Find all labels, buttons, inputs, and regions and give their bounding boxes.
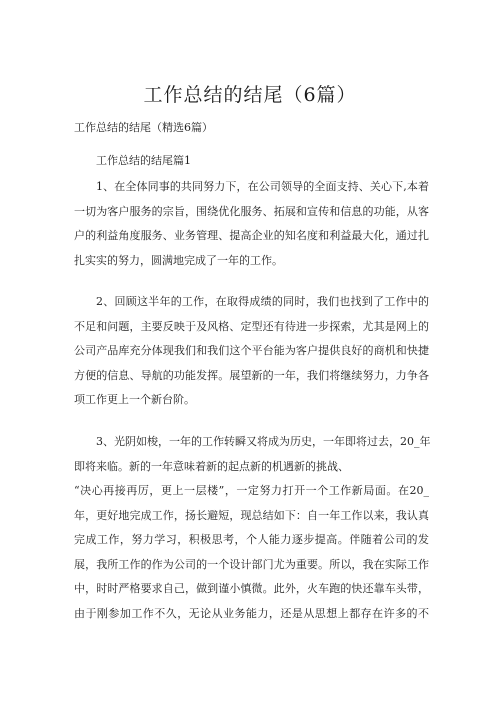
paragraph-3 (74, 430, 429, 626)
paragraph-2 (74, 290, 429, 413)
paragraph-line: 公司产品库充分体现我们和我们这个平台能为客户提供良好的商机和快捷 (74, 344, 429, 357)
paragraph-1 (74, 175, 429, 273)
paragraph-line: 一切为客户服务的宗旨，围绕优化服务、拓展和宣传和信息的功能，从客 (74, 204, 429, 218)
paragraph-line: 2、回顾这半年的工作，在取得成绩的同时，我们也找到了工作中的 (96, 295, 429, 308)
paragraph-line: 中，时时严格要求自己，做到谨小慎微。此外，火车跑的快还靠车头带， (74, 582, 429, 595)
paragraph-line: 完成工作，努力学习，积极思考，个人能力逐步提高。伴随着公司的发 (74, 533, 429, 546)
paragraph-line: 展，我所工作的作为公司的一个设计部门尤为重要。所以，我在实际工作 (74, 557, 429, 571)
paragraph-line: “决心再接再厉，更上一层楼”，一定努力打开一个工作新局面。在20_ (74, 484, 429, 497)
paragraph-line: 3、光阴如梭，一年的工作转瞬又将成为历史，一年即将过去，20_年 (96, 435, 431, 448)
paragraph-line: 项工作更上一个新台阶。 (74, 393, 195, 406)
paragraph-line: 方便的信息、导航的功能发挥。展望新的一年，我们将继续努力，力争各 (74, 368, 429, 382)
document-title: 工作总结的结尾（6篇） (143, 84, 357, 106)
paragraph-line: 年，更好地完成工作，扬长避短，现总结如下：自一年工作以来，我认真 (74, 508, 429, 522)
paragraph-line: 即将来临。新的一年意味着新的起点新的机遇新的挑战、 (74, 459, 349, 473)
paragraph-line: 户的利益角度服务、业务管理、提高企业的知名度和利益最大化，通过扎 (74, 229, 429, 242)
paragraph-line: 不足和问题，主要反映于及风格、定型还有待进一步探索，尤其是网上的 (74, 319, 429, 333)
paragraph-line: 由于刚参加工作不久，无论从业务能力，还是从思想上都存在许多的不 (74, 606, 429, 620)
paragraph-line: 1、在全体同事的共同努力下，在公司领导的全面支持、关心下,本着 (96, 180, 429, 193)
document-subtitle: 工作总结的结尾（精选6篇） (74, 121, 213, 134)
section-heading: 工作总结的结尾篇1 (96, 154, 191, 167)
paragraph-line: 扎实实的努力，圆满地完成了一年的工作。 (74, 253, 283, 267)
